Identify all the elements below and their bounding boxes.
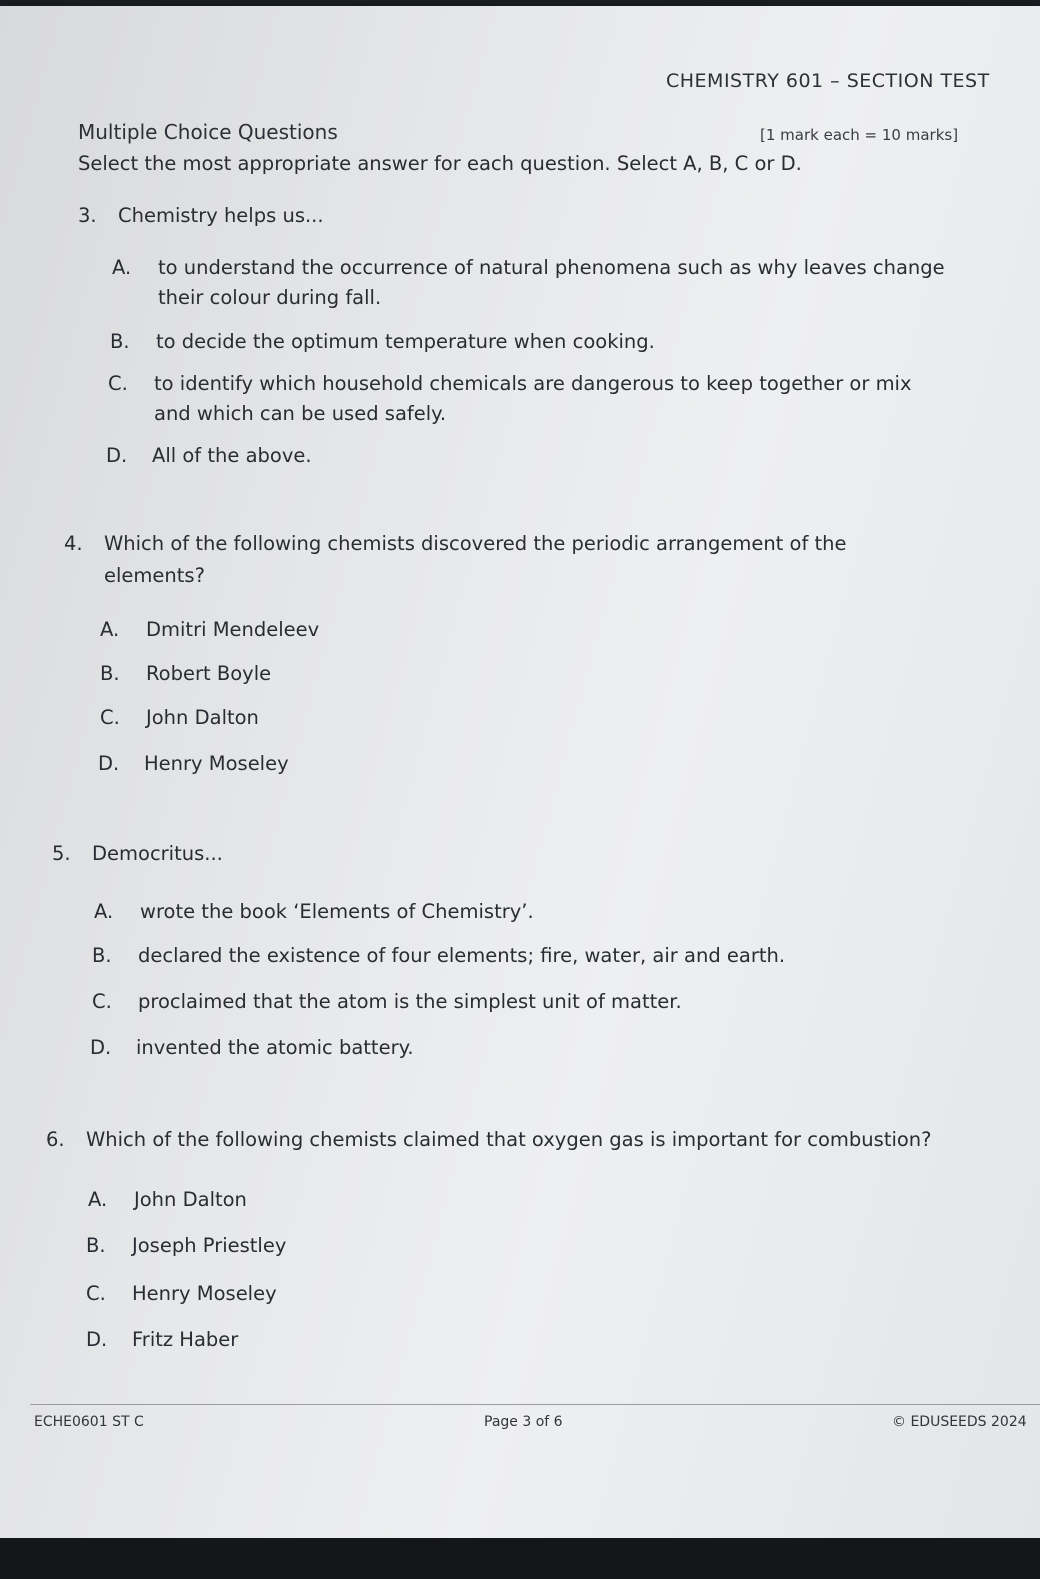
- question-4-option-b[interactable]: [100, 662, 271, 685]
- question-text: Which of the following chemists claimed that oxygen gas is important for combustion?: [86, 1128, 932, 1151]
- option-text: Henry Moseley: [144, 752, 289, 775]
- footer-divider: [30, 1404, 1040, 1405]
- question-number: 6.: [46, 1128, 65, 1151]
- option-text-continued: and which can be used safely.: [154, 402, 447, 425]
- option-letter: B.: [110, 330, 130, 353]
- option-text: wrote the book ‘Elements of Chemistry’.: [140, 900, 534, 923]
- option-text: Dmitri Mendeleev: [146, 618, 320, 641]
- copyright: © EDUSEEDS 2024: [892, 1414, 1027, 1430]
- question-number: 5.: [52, 842, 71, 865]
- option-letter: A.: [94, 900, 114, 923]
- option-letter: C.: [100, 706, 120, 729]
- page-title: CHEMISTRY 601 – SECTION TEST: [666, 70, 990, 92]
- option-letter: A.: [112, 256, 132, 279]
- question-number: 3.: [78, 204, 97, 227]
- option-letter: D.: [98, 752, 120, 775]
- section-title: Multiple Choice Questions: [78, 120, 338, 144]
- question-4-option-c[interactable]: [100, 706, 259, 729]
- option-text: declared the existence of four elements; fire, water, air and earth.: [138, 944, 786, 967]
- instructions: Select the most appropriate answer for each question. Select A, B, C or D.: [78, 152, 802, 175]
- question-text: Democritus...: [92, 842, 223, 865]
- question-6-option-b[interactable]: [86, 1234, 286, 1257]
- question-5-option-d[interactable]: [90, 1036, 414, 1059]
- option-letter: B.: [100, 662, 120, 685]
- option-text: Robert Boyle: [146, 662, 272, 685]
- option-text: invented the atomic battery.: [136, 1036, 414, 1059]
- marks-note: [1 mark each = 10 marks]: [760, 126, 959, 144]
- option-letter: C.: [92, 990, 112, 1013]
- option-letter: B.: [86, 1234, 106, 1257]
- option-text: Joseph Priestley: [132, 1234, 287, 1257]
- question-5-option-b[interactable]: [92, 944, 785, 967]
- question-3-option-d[interactable]: [106, 444, 312, 467]
- option-letter: D.: [86, 1328, 108, 1351]
- option-text: John Dalton: [146, 706, 259, 729]
- option-text: to understand the occurrence of natural phenomena such as why leaves change: [158, 256, 945, 279]
- option-text: John Dalton: [134, 1188, 247, 1211]
- option-text: All of the above.: [152, 444, 312, 467]
- question-3-option-b[interactable]: [110, 330, 655, 353]
- question-number: 4.: [64, 532, 83, 555]
- option-letter: C.: [86, 1282, 106, 1305]
- question-4-option-a[interactable]: [100, 618, 319, 641]
- question-3-option-c[interactable]: [108, 372, 912, 395]
- option-letter: C.: [108, 372, 128, 395]
- option-text: proclaimed that the atom is the simplest unit of matter.: [138, 990, 682, 1013]
- option-text: Henry Moseley: [132, 1282, 277, 1305]
- question-text-continued: elements?: [104, 564, 205, 587]
- option-letter: D.: [90, 1036, 112, 1059]
- question-4-option-d[interactable]: [98, 752, 289, 775]
- question-5: [52, 842, 223, 865]
- question-4: [64, 532, 847, 555]
- question-5-option-a[interactable]: [94, 900, 534, 923]
- background-surface: [0, 1538, 1040, 1579]
- option-text: to decide the optimum temperature when cooking.: [156, 330, 655, 353]
- question-6-option-d[interactable]: [86, 1328, 238, 1351]
- paper-page: [0, 6, 1040, 1538]
- option-text: to identify which household chemicals are dangerous to keep together or mix: [154, 372, 912, 395]
- question-text: Chemistry helps us...: [118, 204, 324, 227]
- question-3-option-a[interactable]: [112, 256, 945, 279]
- question-3: [78, 204, 324, 227]
- document-code: ECHE0601 ST C: [34, 1414, 144, 1430]
- option-text: Fritz Haber: [132, 1328, 239, 1351]
- question-text: Which of the following chemists discovered the periodic arrangement of the: [104, 532, 847, 555]
- option-text-continued: their colour during fall.: [158, 286, 382, 309]
- option-letter: A.: [100, 618, 120, 641]
- question-6: [46, 1128, 932, 1151]
- option-letter: D.: [106, 444, 128, 467]
- page-number: Page 3 of 6: [484, 1414, 563, 1430]
- option-letter: A.: [88, 1188, 108, 1211]
- question-6-option-a[interactable]: [88, 1188, 247, 1211]
- question-5-option-c[interactable]: [92, 990, 682, 1013]
- question-6-option-c[interactable]: [86, 1282, 277, 1305]
- option-letter: B.: [92, 944, 112, 967]
